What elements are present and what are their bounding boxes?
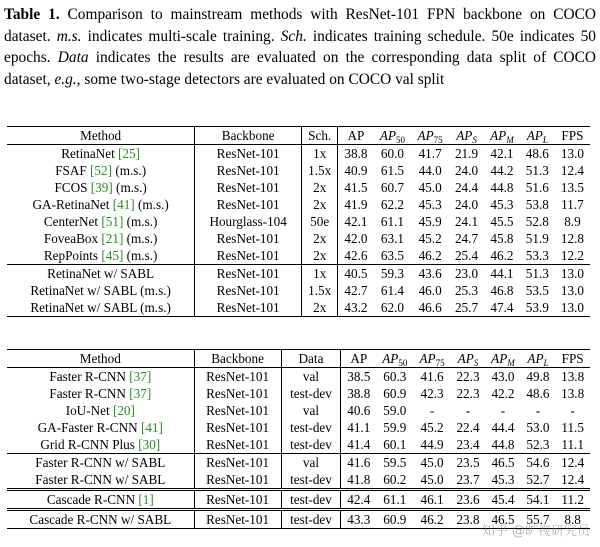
- caption-text: Data: [57, 49, 89, 66]
- backbone-cell: ResNet-101: [195, 230, 302, 247]
- metric-cell: 13.8: [561, 386, 585, 401]
- backbone-cell: ResNet-101: [194, 419, 281, 436]
- citation-ref: [41]: [112, 197, 135, 212]
- metric-cell: 42.2: [491, 386, 515, 401]
- metric-cell: 46.6: [418, 300, 442, 315]
- citation-ref: [37]: [129, 386, 152, 401]
- metric-cell: 45.2: [420, 420, 444, 435]
- metric-cell: 45.3: [490, 197, 514, 212]
- data-cell: test-dev: [281, 436, 341, 454]
- metric-cell: 12.8: [560, 231, 584, 246]
- metric-cell: 40.5: [338, 265, 374, 283]
- metric-cell: 53.9: [525, 300, 549, 315]
- column-header: $AP_L$: [527, 351, 549, 368]
- metric-cell: 45.0: [420, 472, 444, 487]
- caption-text: m.s.: [56, 27, 82, 45]
- backbone-cell: ResNet-101: [195, 282, 302, 299]
- metric-cell: 44.8: [490, 180, 514, 195]
- metric-cell: 60.0: [380, 146, 404, 161]
- metric-cell: 44.9: [420, 437, 444, 452]
- metric-cell: 59.3: [380, 266, 404, 281]
- backbone-cell: ResNet-101: [195, 247, 302, 265]
- metric-cell: 63.1: [380, 231, 404, 246]
- metric-cell: 61.5: [380, 163, 404, 178]
- metric-cell: 62.0: [380, 300, 404, 315]
- column-header: FPS: [561, 128, 584, 143]
- metric-cell: 46.1: [420, 492, 444, 507]
- metric-cell: 46.0: [418, 283, 442, 298]
- metric-cell: -: [535, 403, 541, 418]
- method-cell: Faster R-CNN w/ SABL: [35, 455, 166, 470]
- table-row: [7, 179, 590, 196]
- table-row: [7, 247, 590, 265]
- metric-cell: 53.5: [525, 283, 549, 298]
- method-cell: RetinaNet [25]: [61, 146, 141, 161]
- metric-cell: 11.7: [561, 197, 584, 212]
- citation-ref: [52]: [90, 163, 113, 178]
- metric-cell: -: [570, 403, 575, 418]
- comparison-table-single-stage: [7, 126, 590, 317]
- sch-cell: 1.5x: [302, 162, 338, 179]
- metric-cell: 62.2: [380, 197, 404, 212]
- column-header: $AP_L$: [526, 128, 548, 145]
- metric-cell: 46.8: [490, 283, 514, 298]
- data-cell: test-dev: [281, 490, 341, 510]
- metric-cell: 24.4: [454, 180, 479, 195]
- metric-cell: 44.1: [490, 266, 514, 281]
- table-caption: [4, 4, 596, 90]
- citation-ref: [20]: [112, 403, 135, 418]
- metric-cell: 41.6: [341, 454, 376, 472]
- metric-cell: 23.0: [454, 266, 479, 281]
- column-header: Method: [79, 351, 121, 366]
- backbone-cell: ResNet-101: [194, 402, 281, 419]
- metric-cell: 59.9: [383, 420, 407, 435]
- metric-cell: 60.2: [383, 472, 407, 487]
- metric-cell: 59.0: [383, 403, 407, 418]
- metric-cell: -: [500, 403, 506, 418]
- caption-text: Comparison to mainstream methods with ResNet-101 FPN backbone on COCO dataset.: [4, 6, 596, 45]
- citation-ref: [37]: [129, 369, 152, 384]
- metric-cell: 41.1: [341, 419, 376, 436]
- metric-cell: 25.7: [454, 300, 479, 315]
- comparison-table-two-stage: [7, 349, 590, 529]
- table-row: [7, 368, 590, 386]
- citation-ref: [30]: [138, 437, 161, 452]
- metric-cell: 42.6: [338, 247, 374, 265]
- metric-cell: 60.9: [383, 512, 407, 527]
- method-cell: CenterNet [51] (m.s.): [43, 214, 158, 229]
- column-header: $AP_M$: [491, 351, 515, 368]
- backbone-cell: Hourglass-104: [195, 213, 302, 230]
- metric-cell: 53.8: [525, 197, 549, 212]
- metric-cell: 51.6: [525, 180, 549, 195]
- metric-cell: 23.5: [456, 455, 480, 470]
- metric-cell: 23.7: [456, 472, 480, 487]
- method-cell: Faster R-CNN w/ SABL: [35, 472, 166, 487]
- backbone-cell: ResNet-101: [194, 454, 281, 472]
- metric-cell: 45.3: [491, 472, 515, 487]
- method-cell: Faster R-CNN [37]: [49, 386, 152, 401]
- table-row: [7, 471, 590, 490]
- metric-cell: 42.1: [338, 213, 374, 230]
- backbone-cell: ResNet-101: [194, 490, 281, 510]
- metric-cell: 41.4: [341, 436, 376, 454]
- table-row: [7, 299, 590, 317]
- metric-cell: 61.1: [380, 214, 404, 229]
- caption-text: , some two-stage detectors are evaluated on COCO val split: [76, 70, 445, 88]
- metric-cell: 41.5: [338, 179, 374, 196]
- metric-cell: 41.6: [420, 369, 444, 384]
- metric-cell: 12.4: [560, 163, 584, 178]
- metric-cell: 52.3: [526, 437, 550, 452]
- citation-ref: [25]: [118, 146, 141, 161]
- metric-cell: 45.0: [418, 180, 442, 195]
- table-row: [7, 454, 590, 472]
- caption-text: indicates training schedule. 50e indicates 50 epochs.: [4, 27, 596, 66]
- metric-cell: 41.9: [338, 196, 374, 213]
- method-cell: FoveaBox [21] (m.s.): [43, 231, 158, 246]
- sch-cell: 50e: [302, 213, 338, 230]
- metric-cell: 38.8: [338, 145, 374, 163]
- metric-cell: 52.7: [526, 472, 550, 487]
- metric-cell: 25.4: [454, 248, 479, 263]
- method-cell: IoU-Net [20]: [65, 403, 135, 418]
- metric-cell: 60.1: [383, 437, 407, 452]
- metric-cell: 43.2: [338, 299, 374, 317]
- metric-cell: 45.4: [491, 492, 515, 507]
- column-header: Method: [80, 128, 122, 143]
- citation-ref: [51]: [101, 214, 124, 229]
- method-cell: RepPoints [45] (m.s.): [43, 248, 158, 263]
- column-header: $AP_{75}$: [417, 128, 443, 145]
- metric-cell: 54.6: [526, 455, 550, 470]
- method-cell: Cascade R-CNN [1]: [46, 492, 154, 507]
- metric-cell: 54.1: [526, 492, 550, 507]
- metric-cell: 40.6: [341, 402, 376, 419]
- metric-cell: 63.5: [380, 248, 404, 263]
- metric-cell: 13.0: [560, 300, 584, 315]
- metric-cell: -: [465, 403, 471, 418]
- table-row: [7, 213, 590, 230]
- metric-cell: 45.9: [418, 214, 442, 229]
- column-header: $AP_S$: [456, 128, 477, 145]
- metric-cell: 59.5: [383, 455, 407, 470]
- backbone-cell: ResNet-101: [194, 368, 281, 386]
- metric-cell: 41.7: [418, 146, 442, 161]
- backbone-cell: ResNet-101: [195, 299, 302, 317]
- metric-cell: 42.1: [490, 146, 514, 161]
- backbone-cell: ResNet-101: [195, 265, 302, 283]
- metric-cell: 41.8: [341, 471, 376, 490]
- table-row: [7, 265, 590, 283]
- table-row: [7, 419, 590, 436]
- metric-cell: 60.3: [383, 369, 407, 384]
- metric-cell: 49.8: [526, 369, 550, 384]
- metric-cell: 23.4: [456, 437, 480, 452]
- column-header: AP: [341, 350, 376, 368]
- metric-cell: 42.7: [338, 282, 374, 299]
- metric-cell: 13.0: [560, 146, 584, 161]
- metric-cell: 43.3: [341, 510, 376, 529]
- caption-text: indicates the results are evaluated on the corresponding data split of COCO dataset,: [4, 49, 597, 88]
- metric-cell: 46.2: [418, 248, 442, 263]
- data-cell: val: [281, 454, 341, 472]
- metric-cell: 61.1: [383, 492, 407, 507]
- column-header: $AP_{50}$: [382, 351, 408, 368]
- data-cell: val: [281, 368, 341, 386]
- metric-cell: 24.7: [454, 231, 479, 246]
- metric-cell: 13.0: [560, 266, 584, 281]
- metric-cell: 45.0: [420, 455, 444, 470]
- method-cell: FCOS [39] (m.s.): [54, 180, 147, 195]
- metric-cell: 12.2: [560, 248, 584, 263]
- column-header: Sch.: [302, 127, 338, 145]
- backbone-cell: ResNet-101: [195, 196, 302, 213]
- backbone-cell: ResNet-101: [195, 179, 302, 196]
- data-cell: val: [281, 402, 341, 419]
- backbone-cell: ResNet-101: [195, 145, 302, 163]
- metric-cell: 13.5: [560, 180, 584, 195]
- metric-cell: 46.2: [490, 248, 514, 263]
- data-cell: test-dev: [281, 385, 341, 402]
- metric-cell: 23.6: [456, 492, 480, 507]
- metric-cell: 24.0: [454, 163, 479, 178]
- header-row: [7, 350, 590, 368]
- caption-text: indicates multi-scale training.: [81, 27, 281, 45]
- metric-cell: 25.3: [454, 283, 479, 298]
- metric-cell: 13.8: [561, 369, 585, 384]
- metric-cell: 42.4: [341, 490, 376, 510]
- watermark: 知乎 @旷视研究员: [481, 524, 590, 539]
- method-cell: Grid R-CNN Plus [30]: [40, 437, 161, 452]
- backbone-cell: ResNet-101: [194, 471, 281, 490]
- metric-cell: 45.2: [418, 231, 442, 246]
- backbone-cell: ResNet-101: [194, 510, 281, 529]
- table-row: [7, 230, 590, 247]
- column-header: FPS: [561, 351, 584, 366]
- metric-cell: 22.4: [456, 420, 480, 435]
- table-row: [7, 402, 590, 419]
- metric-cell: 13.0: [560, 283, 584, 298]
- method-cell: Faster R-CNN [37]: [49, 369, 152, 384]
- metric-cell: 11.5: [561, 420, 584, 435]
- metric-cell: 12.4: [561, 455, 585, 470]
- column-header: Backbone: [194, 350, 281, 368]
- metric-cell: 46.5: [491, 512, 515, 527]
- column-header: Data: [281, 350, 341, 368]
- metric-cell: 24.1: [454, 214, 479, 229]
- sch-cell: 2x: [302, 299, 338, 317]
- table-row: [7, 145, 590, 163]
- column-header: $AP_{75}$: [419, 351, 445, 368]
- metric-cell: 38.8: [341, 385, 376, 402]
- column-header: $AP_M$: [490, 128, 514, 145]
- data-cell: test-dev: [281, 510, 341, 529]
- metric-cell: 53.3: [525, 248, 549, 263]
- metric-cell: 45.3: [418, 197, 442, 212]
- sch-cell: 2x: [302, 196, 338, 213]
- metric-cell: 48.6: [526, 386, 550, 401]
- metric-cell: 44.4: [491, 420, 515, 435]
- data-cell: test-dev: [281, 419, 341, 436]
- backbone-cell: ResNet-101: [195, 162, 302, 179]
- metric-cell: 60.7: [380, 180, 404, 195]
- metric-cell: 8.9: [564, 214, 581, 229]
- method-cell: GA-RetinaNet [41] (m.s.): [32, 197, 169, 212]
- metric-cell: 8.8: [564, 512, 581, 527]
- metric-cell: 22.3: [456, 369, 480, 384]
- metric-cell: 40.9: [338, 162, 374, 179]
- metric-cell: 46.2: [420, 512, 444, 527]
- method-cell: RetinaNet w/ SABL (m.s.): [30, 283, 171, 298]
- table-row: [7, 162, 590, 179]
- header-row: [7, 127, 590, 145]
- metric-cell: 52.8: [525, 214, 549, 229]
- citation-ref: [1]: [138, 492, 154, 507]
- sch-cell: 2x: [302, 230, 338, 247]
- metric-cell: 51.3: [525, 163, 549, 178]
- metric-cell: 45.5: [490, 214, 514, 229]
- table-row: [7, 385, 590, 402]
- metric-cell: 11.2: [561, 492, 584, 507]
- metric-cell: 11.1: [561, 437, 584, 452]
- metric-cell: 23.8: [456, 512, 480, 527]
- metric-cell: -: [429, 403, 435, 418]
- caption-text: Sch.: [280, 27, 307, 45]
- table-row: [7, 490, 590, 510]
- backbone-cell: ResNet-101: [194, 436, 281, 454]
- column-header: $AP_S$: [457, 351, 479, 368]
- sch-cell: 2x: [302, 247, 338, 265]
- caption-label: Table 1.: [4, 6, 68, 23]
- metric-cell: 24.0: [454, 197, 479, 212]
- metric-cell: 42.0: [338, 230, 374, 247]
- method-cell: FSAF [52] (m.s.): [55, 163, 147, 178]
- metric-cell: 55.7: [526, 512, 550, 527]
- backbone-cell: ResNet-101: [194, 385, 281, 402]
- method-cell: Cascade R-CNN w/ SABL: [29, 512, 172, 527]
- metric-cell: 45.8: [490, 231, 514, 246]
- caption-text: e.g.: [54, 70, 77, 88]
- table-row: [7, 282, 590, 299]
- sch-cell: 1x: [302, 145, 338, 163]
- metric-cell: 21.9: [454, 146, 479, 161]
- metric-cell: 47.4: [490, 300, 514, 315]
- metric-cell: 43.0: [491, 369, 515, 384]
- metric-cell: 51.3: [525, 266, 549, 281]
- metric-cell: 42.3: [420, 386, 444, 401]
- method-cell: RetinaNet w/ SABL (m.s.): [30, 300, 171, 315]
- citation-ref: [21]: [101, 231, 124, 246]
- metric-cell: 43.6: [418, 266, 442, 281]
- citation-ref: [39]: [90, 180, 113, 195]
- metric-cell: 22.3: [456, 386, 480, 401]
- metric-cell: 48.6: [525, 146, 549, 161]
- metric-cell: 61.4: [380, 283, 404, 298]
- method-cell: GA-Faster R-CNN [41]: [37, 420, 163, 435]
- sch-cell: 1.5x: [302, 282, 338, 299]
- column-header: Backbone: [195, 127, 302, 145]
- metric-cell: 38.5: [341, 368, 376, 386]
- sch-cell: 1x: [302, 265, 338, 283]
- metric-cell: 44.8: [491, 437, 515, 452]
- table-row: [7, 196, 590, 213]
- metric-cell: 60.9: [383, 386, 407, 401]
- column-header: AP: [338, 127, 374, 145]
- citation-ref: [41]: [140, 420, 163, 435]
- metric-cell: 44.2: [490, 163, 514, 178]
- metric-cell: 51.9: [525, 231, 549, 246]
- metric-cell: 53.0: [526, 420, 550, 435]
- metric-cell: 44.0: [418, 163, 442, 178]
- metric-cell: 46.5: [491, 455, 515, 470]
- citation-ref: [45]: [101, 248, 124, 263]
- method-cell: RetinaNet w/ SABL: [47, 266, 155, 281]
- sch-cell: 2x: [302, 179, 338, 196]
- table-row: [7, 436, 590, 454]
- column-header: $AP_{50}$: [379, 128, 405, 145]
- data-cell: test-dev: [281, 471, 341, 490]
- metric-cell: 12.4: [561, 472, 585, 487]
